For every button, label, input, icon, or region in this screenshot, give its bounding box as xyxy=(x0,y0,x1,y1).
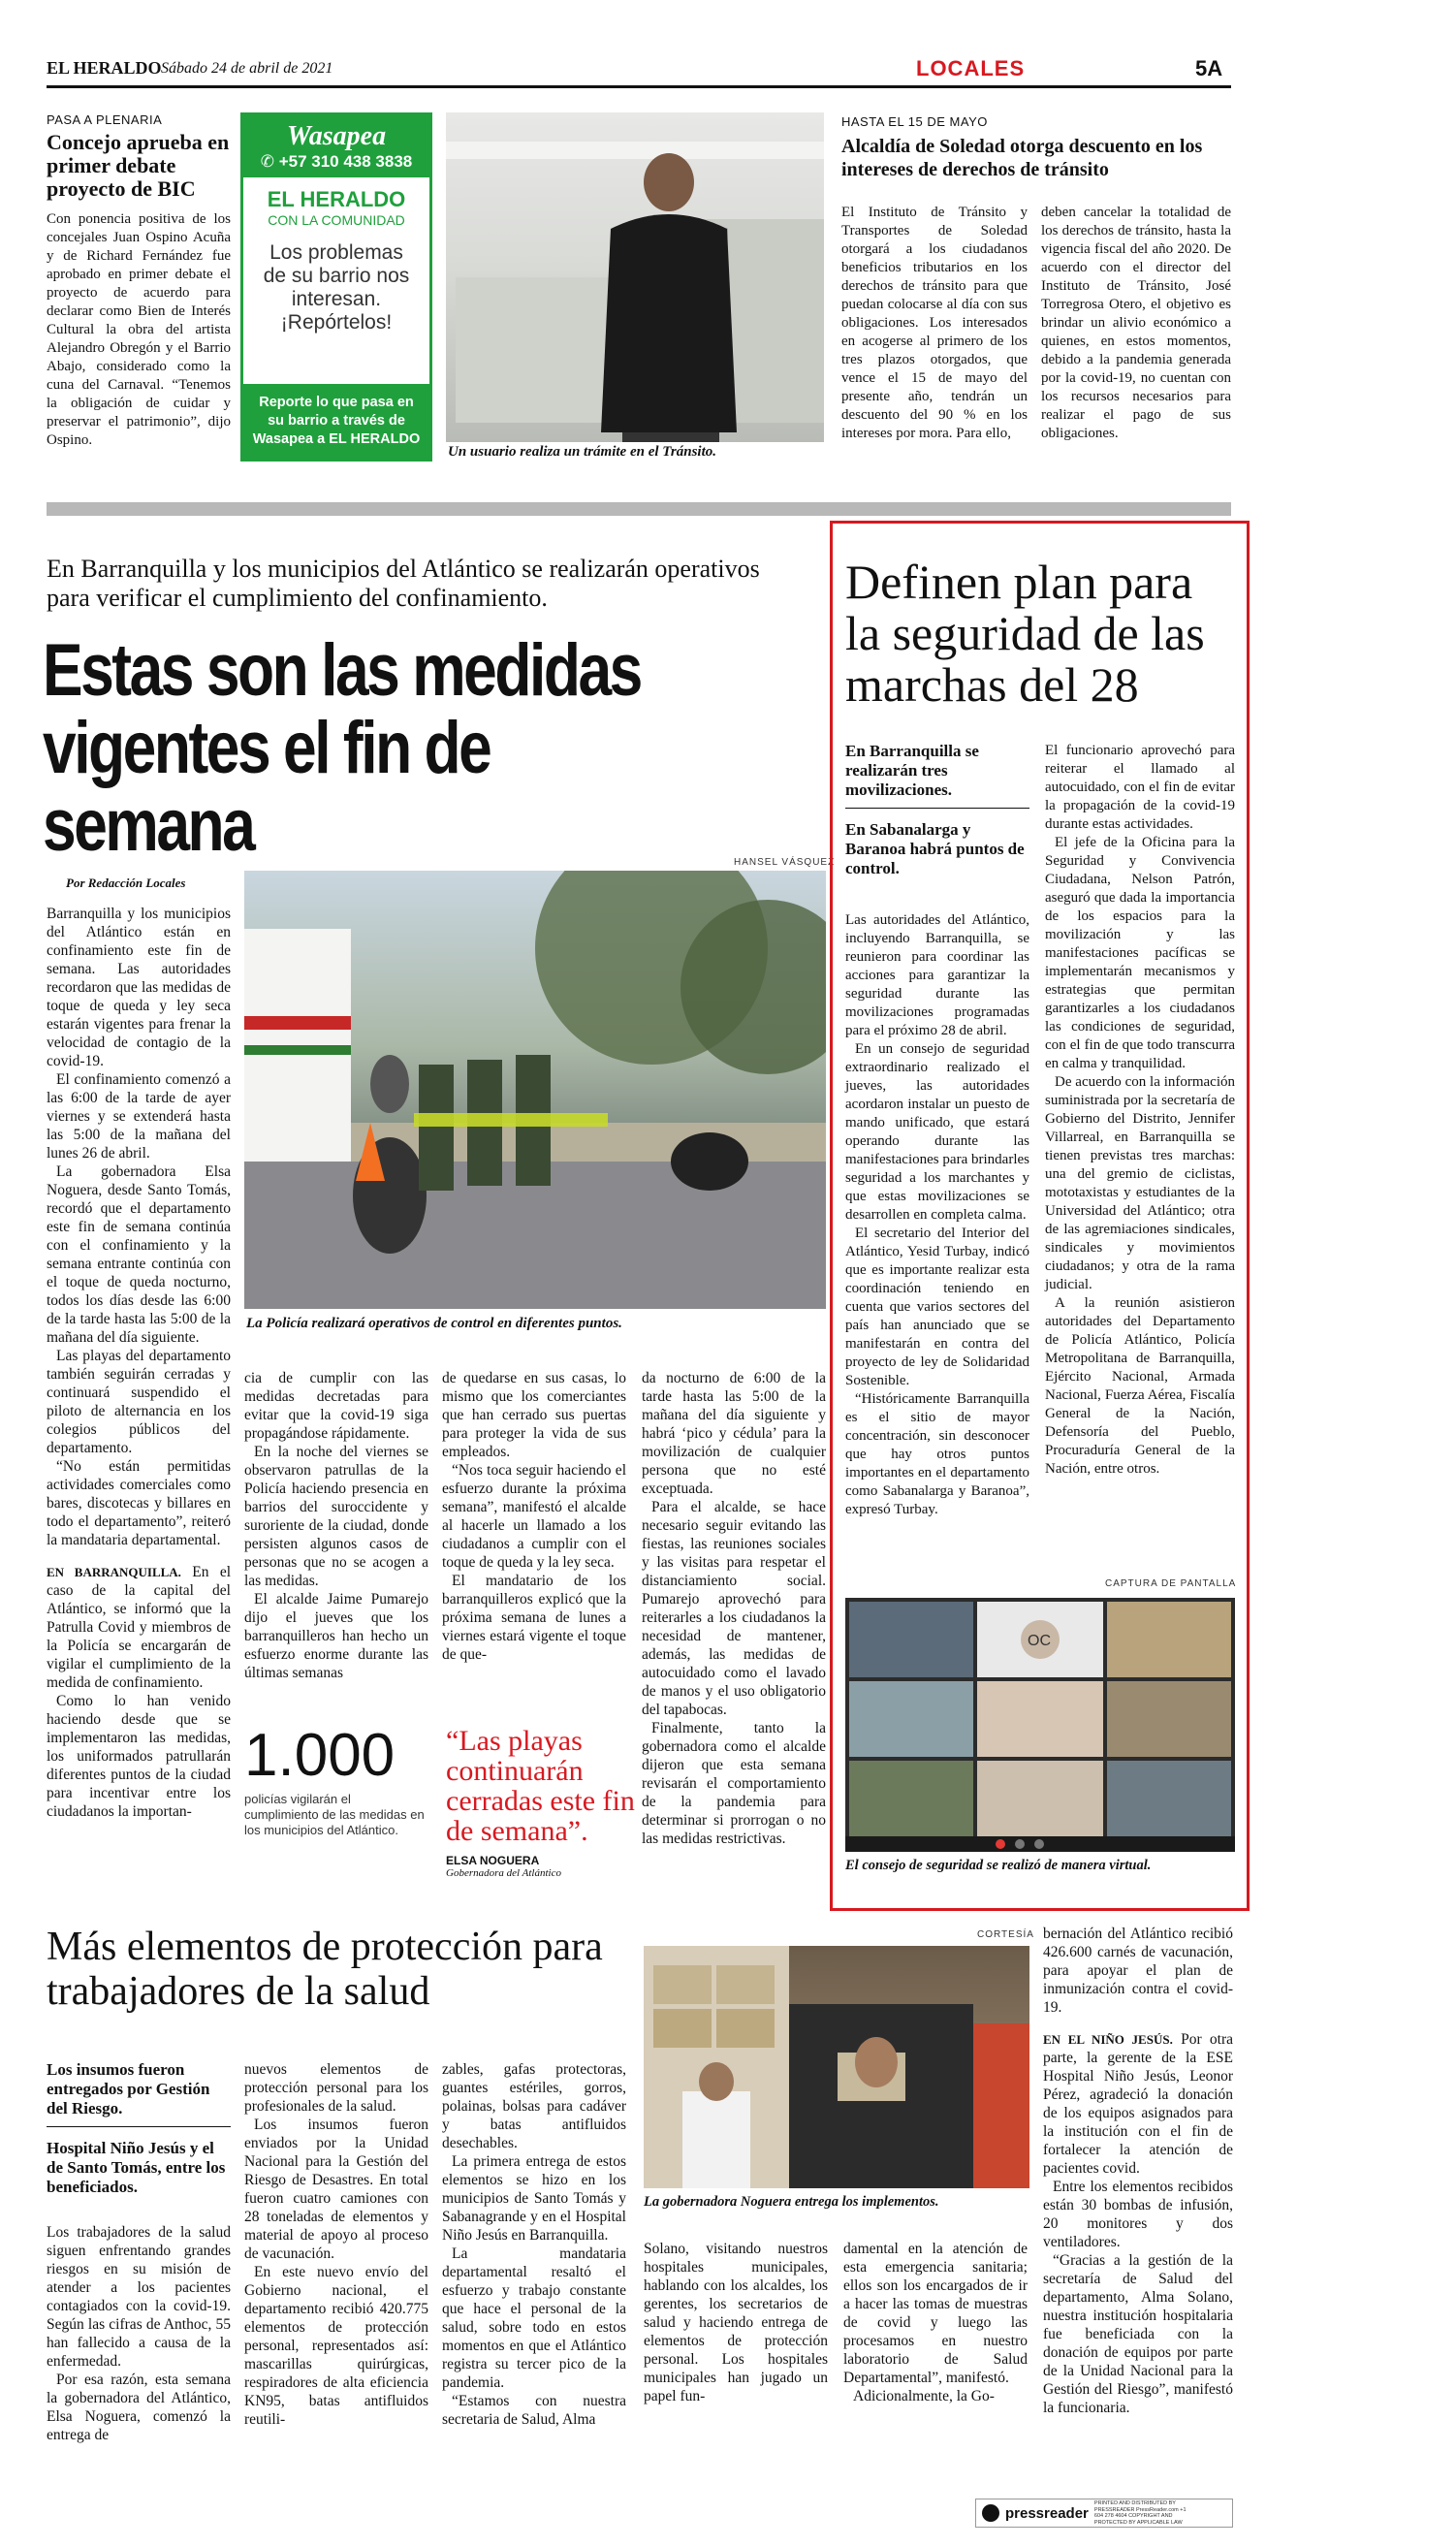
main-col4-p2: Para el alcalde, se hace necesario seguir evitando las fiestas, las reuniones sociales y las visitas para respetar el distanciamiento social. Pumarejo aprovechó para reiterarles a los ciudadanos la necesidad de mantener, además, las medidas de autocuidado como el lavado de manos y el uso obligatorio del tapabocas. xyxy=(642,1499,826,1718)
salud-col1 xyxy=(47,2223,231,2444)
quote-name: ELSA NOGUERA xyxy=(446,1854,540,1867)
supplies-photo-caption: La gobernadora Noguera entrega los implementos. xyxy=(644,2194,939,2210)
soledad-col1: El Instituto de Tránsito y Transportes de Soledad otorgará a los ciudadanos beneficios tributarios en los derechos de tránsito para que puedan colocarse al día con sus obligaciones. Los interesados en acogerse al primero de los tres plazos otorgados, que vence el 15 de mayo del presente año, tendrán un descuento del 90 % en los intereses por mora. Para ello, xyxy=(841,205,1028,441)
salud-col1-p1: Los trabajadores de la salud siguen enfrentando grandes riesgos en su misión de atender a los pacientes contagiados con la covid-19. Según las cifras de Anthoc, 55 han fallecido a causa de la enfermedad. xyxy=(47,2224,231,2370)
pressreader-small: PRINTED AND DISTRIBUTED BY PRESSREADER PressReader.com +1 604 278 4604 COPYRIGHT AND PROTECTED BY APPLICABLE LAW xyxy=(1093,2500,1187,2526)
salud-col2-p1: nuevos elementos de protección personal para los profesionales de la salud. xyxy=(244,2061,428,2115)
transito-photo xyxy=(446,112,824,442)
bic-kicker: PASA A PLENARIA xyxy=(47,112,163,127)
pressreader-badge xyxy=(975,2499,1233,2528)
police-photo-art xyxy=(244,871,826,1309)
stat-callout xyxy=(244,1722,428,1838)
marchas-summary-1: En Barranquilla se realizarán tres movilizaciones. xyxy=(845,742,1029,809)
salud-col2-p2: Los insumos fueron enviados por la Unidad Nacional para la Gestión del Riesgo de Desastres. En total fueron cuatro camiones con 28 toneladas de elementos y material de apoyo al proceso de vacunación. xyxy=(244,2117,428,2262)
main-col1-p4: Las playas del departamento también seguirán cerradas y continuará suspendido el piloto de alternancia en los colegios públicos del departamento. xyxy=(47,1348,231,1456)
main-col4-p1: da nocturno de 6:00 de la tarde hasta las 5:00 de la mañana del día siguiente y habrá ‘pico y cédula’ para la movilización de cualquier persona que no esté exceptuada. xyxy=(642,1370,826,1497)
section-name: LOCALES xyxy=(916,56,1026,80)
page-date: Sábado 24 de abril de 2021 xyxy=(161,60,333,77)
marchas-col2-p1: El funcionario aprovechó para reiterar el llamado al autocuidado, con el fin de evitar la propagación de la covid-19 durante estas actividades. xyxy=(1045,743,1235,832)
salud-col6-p1: bernación del Atlántico recibió 426.600 carnés de vacunación, para apoyar el plan de inmunización contra el covid-19. xyxy=(1043,1926,1233,2016)
main-col3-p3: El mandatario de los barranquilleros explicó que la próxima semana de lunes a viernes estará vigente el toque de que- xyxy=(442,1573,626,1663)
salud-col5-p1: damental en la atención de esta emergencia sanitaria; ellos son los encargados de ir a hacer las tomas de muestras de covid y luego las procesamos en nuestro laboratorio de Salud Departamental”, manifestó. xyxy=(843,2241,1028,2386)
soledad-story xyxy=(841,114,1231,441)
soledad-kicker: HASTA EL 15 DE MAYO xyxy=(841,114,988,129)
salud-col3-p3: La mandataria departamental resaltó el esfuerzo y trabajo constante que hace el personal de la salud, sobre todo en estos momentos en que el Atlántico registra su tercer pico de la pandemia. xyxy=(442,2245,626,2391)
salud-photo-credit: CORTESÍA xyxy=(977,1929,1034,1940)
main-col3 xyxy=(442,1369,626,1664)
marchas-summary-2: En Sabanalarga y Baranoa habrá puntos de control. xyxy=(845,820,1025,877)
salud-col5-p2: Adicionalmente, la Go- xyxy=(853,2388,995,2404)
section-divider xyxy=(47,502,1231,516)
main-col2-p1: cia de cumplir con las medidas decretadas para evitar que la covid-19 siga propagándose rápidamente. xyxy=(244,1370,428,1442)
police-photo xyxy=(244,871,826,1309)
main-col2 xyxy=(244,1369,428,1682)
stat-text: policías vigilarán el cumplimiento de las medidas en los municipios del Atlántico. xyxy=(244,1792,425,1837)
marchas-col1-p4: “Históricamente Barranquilla es el sitio de mayor concentración, sin desconocer que hay otros puntos importantes en el departamento como Sabanalarga y Baranoa”, expresó Turbay. xyxy=(845,1391,1029,1517)
bic-title: Concejo aprueba en primer debate proyecto de BIC xyxy=(47,130,230,201)
marchas-photo-credit: CAPTURA DE PANTALLA xyxy=(1105,1578,1237,1589)
main-col1-p3: La gobernadora Elsa Noguera, desde Santo Tomás, recordó que el departamento este fin de semana continúa con el confinamiento y la semana entrante continúa con el toque de queda nocturno, todos los días desde las 6:00 de la tarde hasta las 5:00 de la mañana del día siguiente. xyxy=(47,1163,231,1346)
salud-col6-p3: Entre los elementos recibidos están 30 bombas de infusión, 20 monitores y dos ventiladores. xyxy=(1043,2179,1233,2250)
salud-col3-p4: “Estamos con nuestra secretaria de Salud, Alma xyxy=(442,2393,626,2428)
main-col1 xyxy=(47,905,231,1821)
wasapea-box xyxy=(240,112,432,462)
salud-summary-1: Los insumos fueron entregados por Gestión del Riesgo. xyxy=(47,2060,231,2127)
salud-col3-p2: La primera entrega de estos elementos se hizo en los municipios de Santo Tomás y Sabanagrande y en el Hospital Niño Jesús en Barranquilla. xyxy=(442,2153,626,2244)
marchas-summary xyxy=(845,742,1029,878)
main-col1-p1: Barranquilla y los municipios del Atlántico están en confinamiento este fin de semana. Las autoridades recordaron que las medidas de toque de queda y ley seca estarán vigentes para frenar la velocidad de contagio de la covid-19. xyxy=(47,906,231,1069)
main-col2-p3: El alcalde Jaime Pumarejo dijo el jueves que los barranquilleros han hecho un esfuerzo enorme durante las últimas semanas xyxy=(244,1591,428,1681)
marchas-col2-p3: De acuerdo con la información suministrada por la secretaría de Gobierno del Distrito, Jennifer Villarreal, en Barranquilla se tienen previstas tres marchas: una del gremio de ciclistas, mototaxistas y estudiantes de la Universidad del Atlántico; otra de las agremiaciones sindicales, sindicales y movimientos ciudadanos; y otra de la rama judicial. xyxy=(1045,1074,1235,1292)
salud-col6 xyxy=(1043,1925,1233,2417)
marchas-col2 xyxy=(1045,742,1235,1479)
marchas-col1 xyxy=(845,911,1029,1519)
marchas-col1-p3: El secretario del Interior del Atlántico, Yesid Turbay, indicó que es importante realizar esta coordinación teniendo en cuenta que varios sectores del país han anunciado que se manifestarán en contra del proyecto de ley de Solidaridad Sostenible. xyxy=(845,1226,1029,1388)
salud-col2 xyxy=(244,2060,428,2429)
marchas-col1-p2: En un consejo de seguridad extraordinario realizado el jueves, las autoridades acordaron instalar un puesto de mando unificado, que estará operando durante las manifestaciones para brindarles seguridad a los marchantes y que estas movilizaciones se desarrollen en completa calma. xyxy=(845,1041,1029,1223)
page-number: 5A xyxy=(1195,56,1223,80)
transito-photo-caption: Un usuario realiza un trámite en el Tránsito. xyxy=(448,444,717,460)
soledad-col2: deben cancelar la totalidad de los derechos de tránsito, hasta la vigencia fiscal del año 2020. De acuerdo con el director del Instituto de Tránsito, José Torregrosa Otero, el objetivo es brindar un alivio económico a quienes, en estos momentos, debido a la pandemia generada por la covid-19, no cuentan con los recursos necesarios para realizar el pago de sus obligaciones. xyxy=(1041,205,1231,441)
marchas-title: Definen plan para la seguridad de las marchas del 28 xyxy=(845,555,1205,712)
en-barranquilla-leadin: EN BARRANQUILLA. xyxy=(47,1565,181,1579)
header-rule xyxy=(47,85,1231,88)
salud-col5 xyxy=(843,2240,1028,2405)
marchas-col2-p2: El jefe de la Oficina para la Seguridad y Convivencia Ciudadana, Nelson Patrón, aseguró que dada la importancia de los espacios para la movilización y las manifestaciones pacíficas se implementarán mecanismos y estrategias que permitan garantizarles a los ciudadanos las condiciones de seguridad, con el fin de que todo transcurra en calma y tranquilidad. xyxy=(1045,835,1235,1071)
main-col1-p5: “No están permitidas actividades comerciales como bares, discotecas y billares en todo el departamento”, reiteró la mandataria departamental. xyxy=(47,1458,231,1548)
salud-col3 xyxy=(442,2060,626,2429)
salud-summary xyxy=(47,2060,231,2197)
main-byline: Por Redacción Locales xyxy=(66,876,186,890)
wasapea-phone xyxy=(243,152,429,172)
bic-story xyxy=(47,112,231,450)
main-photo-credit: HANSEL VÁSQUEZ xyxy=(734,857,836,868)
video-call-photo xyxy=(845,1598,1235,1852)
salud-col2-p3: En este nuevo envío del Gobierno nacional, el departamento recibió 420.775 elementos de protección personal, representados así: mascarillas quirúrgicas, respiradores de alta eficiencia KN95, batas antifluidos reutili- xyxy=(244,2264,428,2428)
main-headline: Estas son las medidas vigentes el fin de semana xyxy=(43,629,641,867)
supplies-photo-art xyxy=(644,1946,1029,2188)
salud-summary-2: Hospital Niño Jesús y el de Santo Tomás, entre los beneficiados. xyxy=(47,2139,226,2196)
main-col1-p6 xyxy=(47,1563,231,1692)
wasapea-header xyxy=(243,115,429,177)
wasapea-brand: EL HERALDO xyxy=(267,187,406,211)
marchas-col2-p4: A la reunión asistieron autoridades del Departamento de Policía Atlántico, Policía Metropolitana de Barranquilla, Ejército Nacional, Armada Nacional, Fuerza Aérea, Fiscalía General de la Nación, Defensoría del Pueblo, Procuraduría General de la Nación, entre otros. xyxy=(1045,1295,1235,1477)
police-photo-caption: La Policía realizará operativos de control en diferentes puntos. xyxy=(246,1316,622,1331)
masthead xyxy=(47,54,1229,83)
salud-col6-p2-text: Por otra parte, la gerente de la ESE Hospital Niño Jesús, Leonor Pérez, agradeció la donación de los equipos asignados para la institución con el fin de fortalecer la atención de pacientes covid. xyxy=(1043,2031,1233,2177)
main-col3-p2: “Nos toca seguir haciendo el esfuerzo durante la próxima semana”, manifestó el alcalde al hacerle un llamado a los ciudadanos a cumplir con el toque de queda y la ley seca. xyxy=(442,1462,626,1571)
video-call-grid xyxy=(845,1598,1235,1852)
marchas-photo-caption: El consejo de seguridad se realizó de manera virtual. xyxy=(845,1858,1152,1873)
main-col1-p2: El confinamiento comenzó a las 6:00 de la tarde de ayer viernes y se extenderá hasta las 5:00 de la mañana del lunes 26 de abril. xyxy=(47,1071,231,1162)
wasapea-cta: Reporte lo que pasa en su barrio a través de Wasapea a EL HERALDO xyxy=(243,384,429,459)
pressreader-logo-icon xyxy=(982,2504,999,2522)
marchas-col1-p1: Las autoridades del Atlántico, incluyendo Barranquilla, se reunieron para coordinar las acciones para garantizar la seguridad durante las movilizaciones programadas para el próximo 28 de abril. xyxy=(845,912,1029,1038)
main-col4 xyxy=(642,1369,826,1848)
wasapea-brand-sub: CON LA COMUNIDAD xyxy=(268,212,405,228)
transito-photo-art xyxy=(446,112,824,442)
wasapea-message: Los problemas de su barrio nos interesan. ¡Repórtelos! xyxy=(263,241,410,334)
main-col2-p2: En la noche del viernes se observaron patrullas de la Policía haciendo presencia en barrios del suroccidente y suroriente de la ciudad, donde persisten algunos casos de personas que no se acogen a las medidas. xyxy=(244,1444,428,1589)
quote-role: Gobernadora del Atlántico xyxy=(446,1867,561,1879)
main-col1-p6-text: En el caso de la capital del Atlántico, se informó que la Patrulla Covid y miembros de la Policía se encargarán de vigilar el cumplimiento de la medida de confinamiento. xyxy=(47,1564,232,1691)
pull-quote xyxy=(446,1726,636,1879)
salud-col6-p4: “Gracias a la gestión de la secretaría de Salud del departamento, Alma Solano, nuestra institución hospitalaria fue beneficiada con la donación de equipos por parte de la Unidad Nacional para la Gestión del Riesgo”, manifestó la funcionaria. xyxy=(1043,2252,1233,2416)
supplies-photo xyxy=(644,1946,1029,2188)
salud-col3-p1: zables, gafas protectoras, guantes estériles, gorros, polainas, bolsas para cadáver y batas antifluidos desechables. xyxy=(442,2061,626,2151)
main-col3-p1: de quedarse en sus casas, lo mismo que los comerciantes que han cerrado sus puertas para proteger la vida de sus empleados. xyxy=(442,1370,626,1460)
paper-name: EL HERALDO xyxy=(47,58,162,78)
main-col4-p3: Finalmente, tanto la gobernadora como el alcalde dijeron que esta semana revisarán el comportamiento de la pandemia para determinar si prorrogan o no las medidas restrictivas. xyxy=(642,1720,826,1847)
salud-title: Más elementos de protección para trabajadores de la salud xyxy=(47,1925,603,2014)
whatsapp-icon: ✆ xyxy=(260,152,279,171)
stat-number: 1.000 xyxy=(244,1722,396,1789)
wasapea-phone-number: +57 310 438 3838 xyxy=(278,152,413,171)
salud-col4 xyxy=(644,2240,828,2405)
wasapea-title: Wasapea xyxy=(286,121,387,151)
pressreader-brand: pressreader xyxy=(1005,2504,1089,2522)
salud-col6-p2 xyxy=(1043,2030,1233,2178)
soledad-title: Alcaldía de Soledad otorga descuento en los intereses de derechos de tránsito xyxy=(841,136,1203,180)
main-deck: En Barranquilla y los municipios del Atlántico se realizarán operativos para verificar el cumplimiento del confinamiento. xyxy=(47,555,760,612)
salud-col4-p1: Solano, visitando nuestros hospitales municipales, hablando con los alcaldes, los gerentes, los secretarios de salud y haciendo entrega de elementos de protección personal. Los hospitales municipales han jugado un papel fun- xyxy=(644,2241,828,2404)
salud-col1-p2: Por esa razón, esta semana la gobernadora del Atlántico, Elsa Noguera, comenzó la entrega de xyxy=(47,2372,231,2443)
participant-avatar: OC xyxy=(1028,1633,1051,1649)
quote-text: “Las playas continuarán cerradas este fin de semana”. xyxy=(446,1725,635,1847)
nino-jesus-leadin: EN EL NIÑO JESÚS. xyxy=(1043,2032,1173,2047)
main-col1-p7: Como lo han venido haciendo desde que se implementaron las medidas, los uniformados patrullarán diferentes puntos de la ciudad para incentivar entre los ciudadanos la importan- xyxy=(47,1693,231,1820)
bic-body: Con ponencia positiva de los concejales Juan Ospino Acuña y de Richard Fernández fue aprobado en primer debate el proyecto de acuerdo para declarar como Bien de Interés Cultural la obra del artista Alejandro Obregón y el Barrio Abajo, considerado como la cuna del Carnaval. “Tenemos la obligación de cuidar y preservar el patrimonio”, dijo Ospino. xyxy=(47,211,231,448)
